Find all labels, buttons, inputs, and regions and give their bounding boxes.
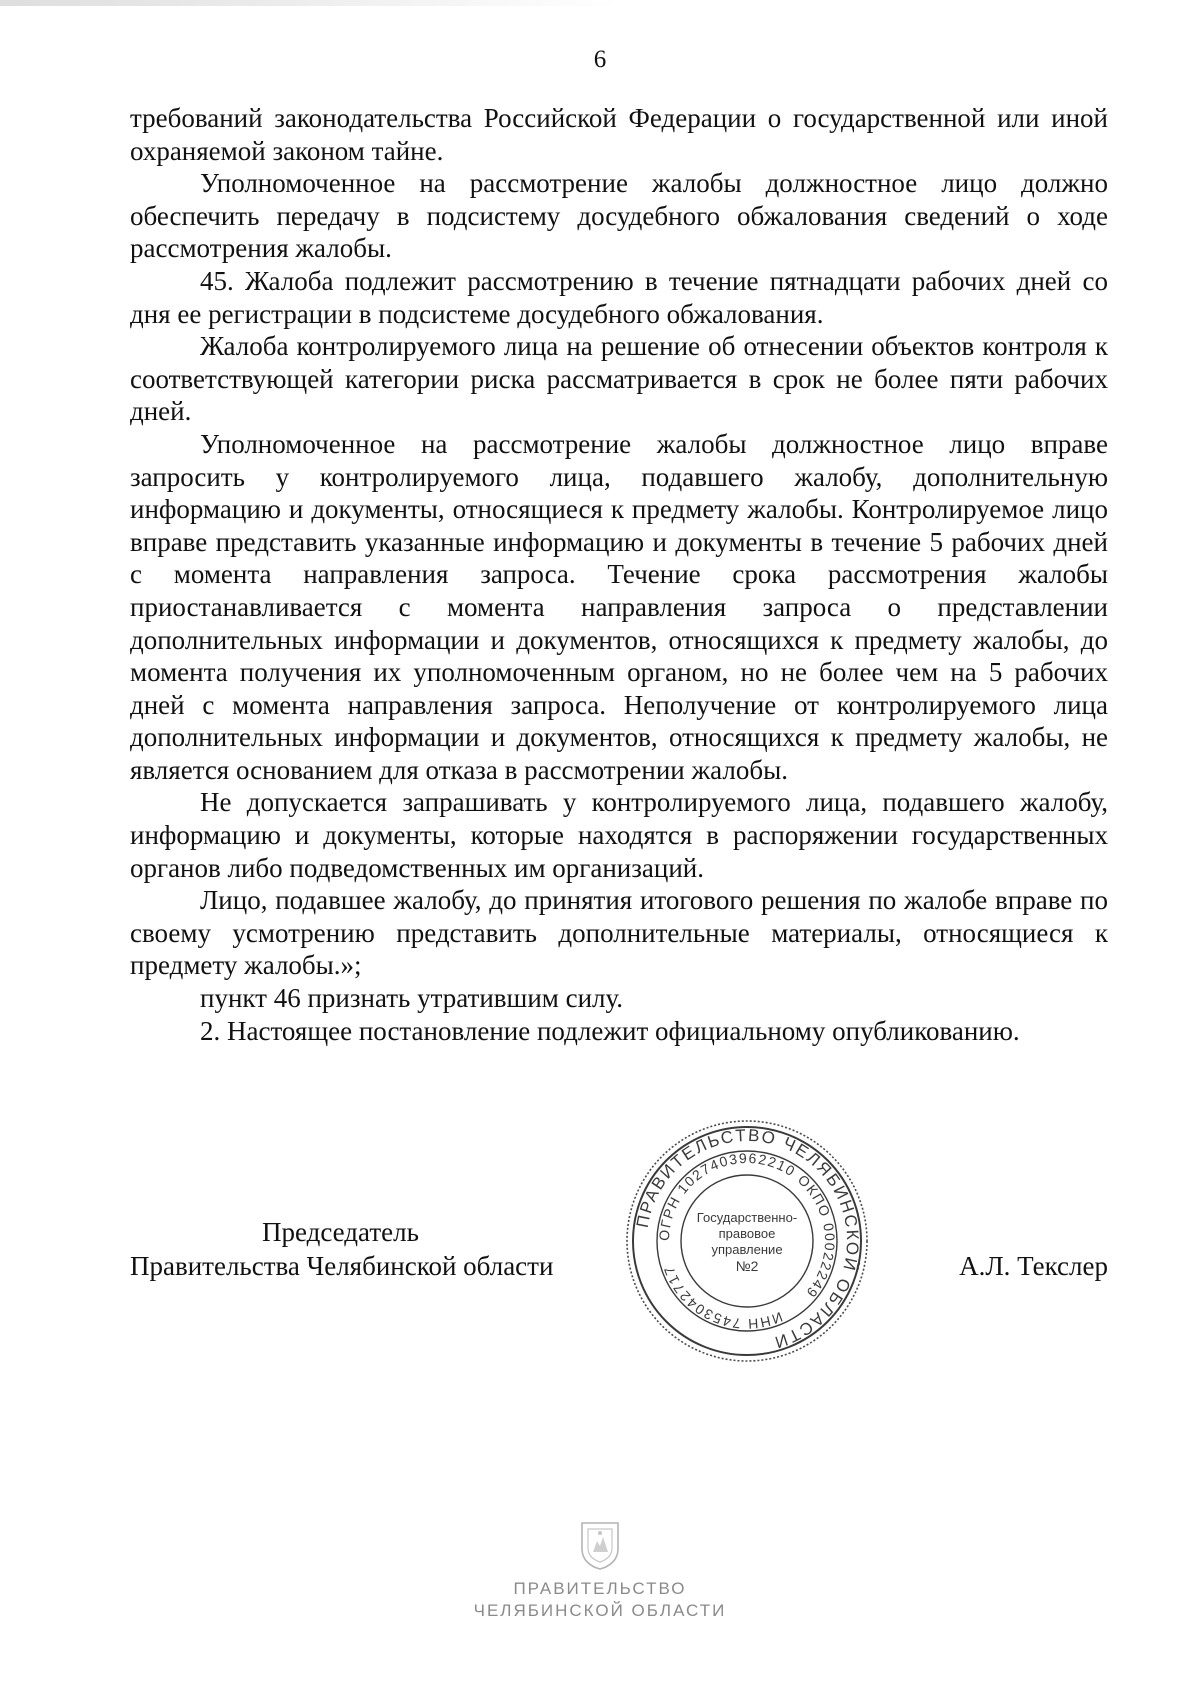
page-number: 6 [593,46,607,73]
signatory-name: А.Л. Текслер [959,1251,1108,1281]
stamp-inn-text: ИНН 7453042717 [660,1263,785,1333]
svg-text:ИНН 7453042717 [660,1263,785,1332]
official-seal-stamp [624,1118,870,1364]
paragraph-3: 45. Жалоба подлежит рассмотрению в течение пятнадцати рабочих дней со дня ее регистрации в подсистеме досудебного обжалования. [130,265,1108,329]
paragraph-2: Уполномоченное на рассмотрение жалобы должностное лицо должно обеспечить передачу в подсистему досудебного обжалования сведений о ходе рассмотрения жалобы. [130,168,1108,264]
footer-line1: ПРАВИТЕЛЬСТВО [513,1579,687,1598]
paragraph-1: требований законодательства Российской Федерации о государственной или иной охраняемой законом тайне. [130,103,1108,166]
paragraph-9: 2. Настоящее постановление подлежит официальному опубликованию. [200,1015,1020,1046]
stamp-center-line4: №2 [735,1258,759,1274]
stamp-okpo-text: ОКПО 00022249 [794,1171,839,1302]
coat-of-arms-icon [578,1519,622,1571]
signatory-role [130,1215,590,1283]
paragraph-7: Лицо, подавшее жалобу, до принятия итогового решения по жалобе вправе по своему усмотрению представить дополнительные материалы, относящиеся к предмету жалобы.»; [130,885,1108,981]
scan-edge-artifact [0,0,620,6]
stamp-ogrn-text: ОГРН 1027403962210 [655,1149,799,1242]
document-body [130,102,1108,1047]
footer-line2: ЧЕЛЯБИНСКОЙ ОБЛАСТИ [473,1601,727,1620]
signatory-role-line2: Правительства Челябинской области [130,1251,554,1281]
stamp-center-line2: правовое [718,1226,776,1241]
stamp-center-line3: управление [711,1242,783,1257]
paragraph-8: пункт 46 признать утратившим силу. [200,983,624,1014]
paragraph-5: Уполномоченное на рассмотрение жалобы должностное лицо вправе запросить у контролируемого лица, подавшего жалобу, дополнительную информацию и документы, относящиеся к предмету жалобы. Контролируемое лицо вправе представить указанные информацию и документы в течение 5 рабочих дней с момента направления запроса. Течение срока рассмотрения жалобы приостанавливается с момента направления запроса о представлении дополнительных информации и документов, относящихся к предмету жалобы, до момента получения их уполномоченным органом, но не более чем на 5 рабочих дней с момента направления запроса. Неполучение от контролируемого лица дополнительных информации и документов, относящихся к предмету жалобы, не является основанием для отказа в рассмотрении жалобы. [130,428,1108,785]
paragraph-6: Не допускается запрашивать у контролируемого лица, подавшего жалобу, информацию и документы, которые находятся в распоряжении государственных органов либо подведомственных им организаций. [130,787,1108,883]
footer-watermark [0,1578,1200,1622]
paragraph-4: Жалоба контролируемого лица на решение об отнесении объектов контроля к соответствующей категории риска рассматривается в срок не более пяти рабочих дней. [130,331,1108,427]
signatory-role-line1: Председатель [262,1217,419,1247]
stamp-outer-text: ПРАВИТЕЛЬСТВО ЧЕЛЯБИНСКОЙ ОБЛАСТИ [632,1125,863,1353]
stamp-center-line1: Государственно- [696,1210,798,1225]
